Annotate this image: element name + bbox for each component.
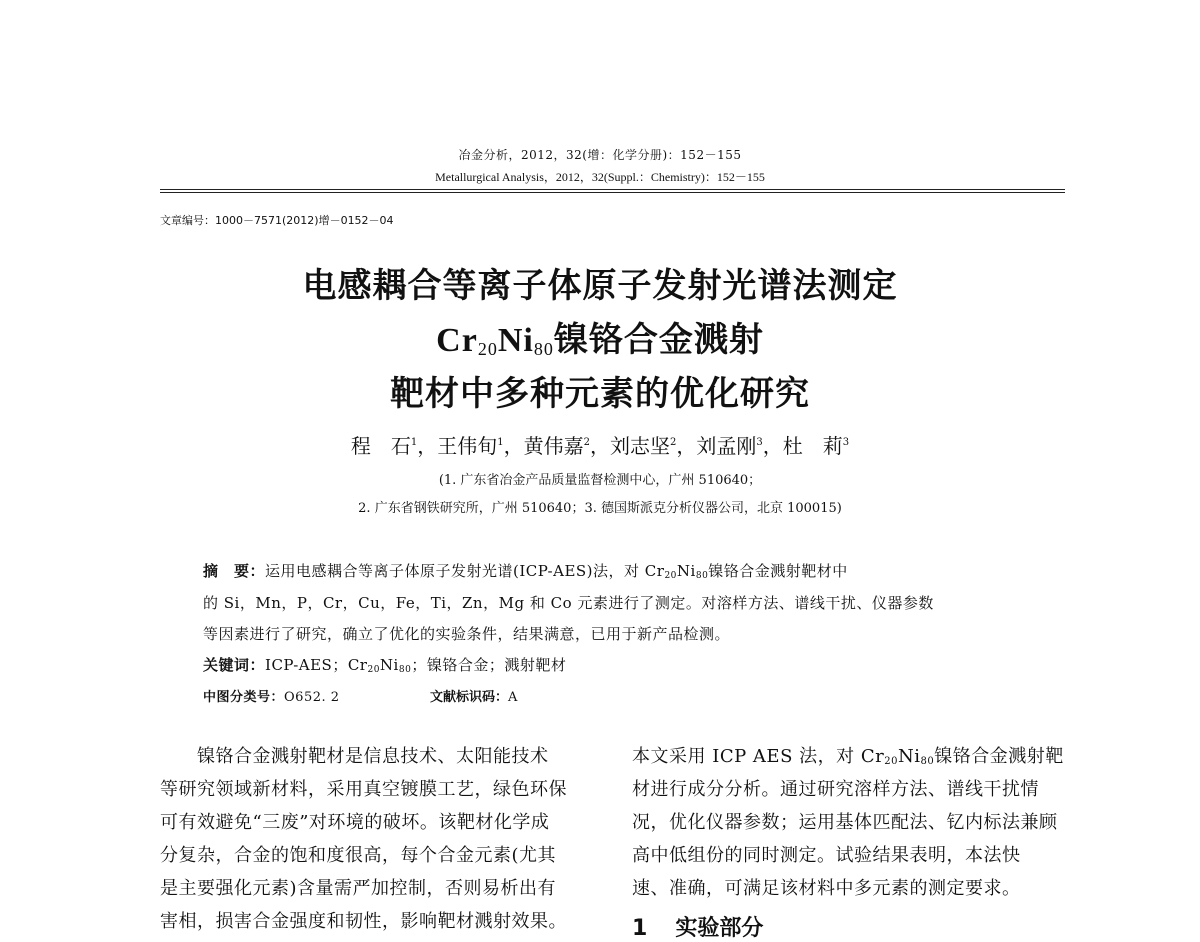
author: 程 石$^1$ xyxy=(350,434,418,458)
author: 杜 莉$^3$ xyxy=(782,434,850,458)
clc-value: O652. 2 xyxy=(284,690,340,705)
header-rule-bottom xyxy=(160,192,1065,193)
section-title: 实验部分 xyxy=(675,916,764,941)
affiliation-line-1: (1. 广东省冶金产品质量监督检测中心，广州 510640； xyxy=(438,473,762,488)
affiliation-line-2: 2. 广东省钢铁研究所，广州 510640；3. 德国斯派克分析仪器公司，北京 100015) xyxy=(358,501,842,516)
body-right-line: 本文采用 ICP AES 法，对 $Cr_{20}Ni_{80}$镍铬合金溅射靶 xyxy=(632,746,1064,767)
author-list: 程 石$^1$，王伟旬$^1$，黄伟嘉$^2$，刘志坚$^2$，刘孟刚$^3$，杜 莉$^3$ xyxy=(350,434,850,458)
body-left-line: 分复杂，合金的饱和度很高，每个合金元素(尤其 xyxy=(160,845,557,866)
formula-cr: $Cr_{20}$ xyxy=(436,322,498,359)
keywords-label: 关键词： xyxy=(203,656,266,674)
title-line-2 xyxy=(0,312,1200,361)
author: 刘志坚$^2$ xyxy=(610,434,677,458)
author: 王伟旬$^1$ xyxy=(437,434,504,458)
body-right-line: 速、准确，可满足该材料中多元素的测定要求。 xyxy=(632,878,1021,899)
body-left-line: 是主要强化元素)含量需严加控制，否则易析出有 xyxy=(160,878,557,899)
title-line-3: 靶材中多种元素的优化研究 xyxy=(390,374,810,414)
body-left-line: 可有效避免“三废”对环境的破坏。该靶材化学成 xyxy=(160,812,550,833)
abstract-line-3: 等因素进行了研究，确立了优化的实验条件，结果满意，已用于新产品检测。 xyxy=(203,625,731,643)
keywords: 关键词：ICP-AES；$Cr_{20}Ni_{80}$；镍铬合金；溅射靶材 xyxy=(203,656,567,675)
section-heading xyxy=(632,911,763,942)
body-right-line: 况，优化仪器参数；运用基体匹配法、钇内标法兼顾 xyxy=(632,812,1058,833)
body-right-line: 高中低组份的同时测定。试验结果表明，本法快 xyxy=(632,845,1021,866)
header-rule-top xyxy=(160,189,1065,190)
abstract-line-2: 的 Si，Mn，P，Cr，Cu，Fe，Ti，Zn，Mg 和 Co 元素进行了测定。对溶样方法、谱线干扰、仪器参数 xyxy=(203,594,934,612)
author: 刘孟刚$^3$ xyxy=(696,434,763,458)
clc-label: 中图分类号： xyxy=(203,690,285,705)
section-number: 1 xyxy=(632,916,648,941)
article-number: 文章编号：1000－7571(2012)增－0152－04 xyxy=(160,214,394,227)
body-left-line: 等研究领域新材料，采用真空镀膜工艺，绿色环保 xyxy=(160,779,567,800)
body-left-line: 害相，损害合金强度和韧性，影响靶材溅射效果。 xyxy=(160,911,567,932)
abstract-line-1: 摘 要：运用电感耦合等离子体原子发射光谱(ICP-AES)法，对 $Cr_{20}Ni_{80}$镍铬合金溅射靶材中 xyxy=(203,562,848,581)
doc-code-value: A xyxy=(508,690,518,705)
classification-code xyxy=(203,686,1033,705)
journal-citation-cn: 冶金分析，2012，32(增：化学分册)：152－155 xyxy=(458,148,742,162)
document-code xyxy=(430,686,517,705)
formula-ni: $Ni_{80}$ xyxy=(497,322,554,359)
abstract-label: 摘 要： xyxy=(203,562,266,580)
author: 黄伟嘉$^2$ xyxy=(523,434,590,458)
title-line-1: 电感耦合等离子体原子发射光谱法测定 xyxy=(302,266,898,306)
body-right-line: 材进行成分分析。通过研究溶样方法、谱线干扰情 xyxy=(632,779,1039,800)
body-left-line: 镍铬合金溅射靶材是信息技术、太阳能技术 xyxy=(160,746,549,767)
doc-code-label: 文献标识码： xyxy=(430,690,509,705)
journal-citation-en: Metallurgical Analysis，2012，32(Suppl.：Chemistry)：152－155 xyxy=(435,170,765,184)
title-line-2-rest: 镍铬合金溅射 xyxy=(553,320,764,360)
